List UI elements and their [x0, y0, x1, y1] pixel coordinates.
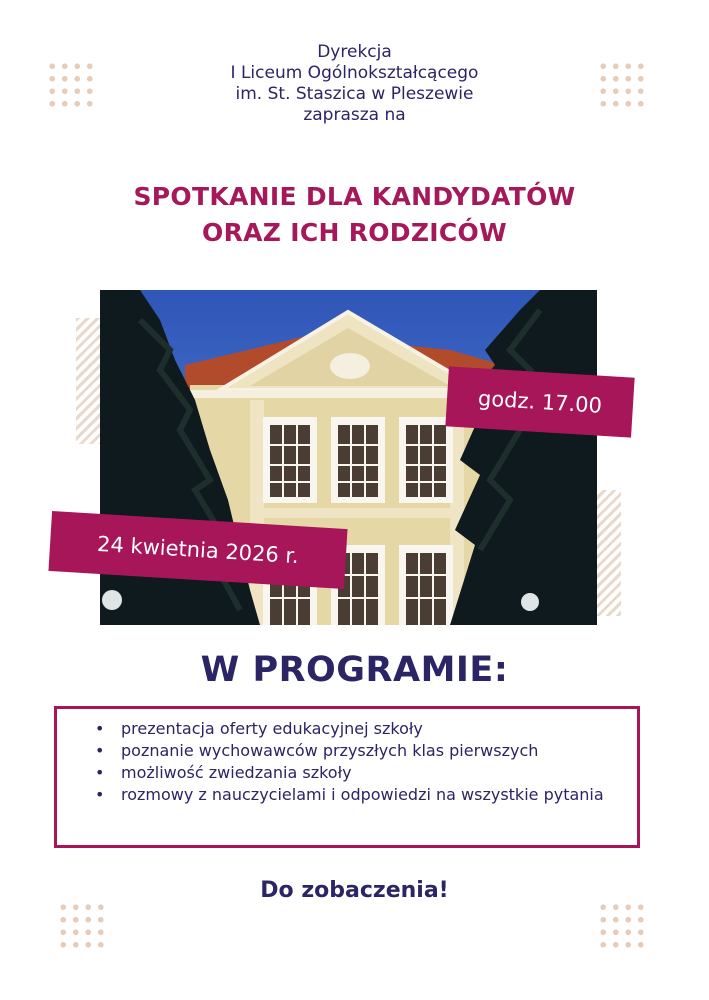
- program-list: [57, 709, 637, 806]
- event-title-line-2: ORAZ ICH RODZICÓW: [202, 218, 507, 247]
- invitation-line-4: zaprasza na: [303, 105, 406, 125]
- closing-text: Do zobaczenia!: [260, 878, 449, 903]
- program-item: • rozmowy z nauczycielami i odpowiedzi na wszystkie pytania: [95, 784, 617, 806]
- program-item: • prezentacja oferty edukacyjnej szkoły: [95, 718, 617, 740]
- invitation-line-1: Dyrekcja: [317, 42, 392, 62]
- invitation-line-3: im. St. Staszica w Pleszewie: [235, 84, 474, 104]
- event-time: godz. 17.00: [477, 386, 603, 418]
- invitation-line-2: I Liceum Ogólnokształcącego: [230, 63, 479, 83]
- program-item: • poznanie wychowawców przyszłych klas pierwszych: [95, 740, 617, 762]
- event-date: 24 kwietnia 2026 r.: [96, 531, 300, 569]
- event-title: [0, 179, 709, 251]
- program-box: [54, 706, 640, 848]
- event-time-tag: [445, 366, 634, 437]
- dot-grid-bottom-left: [57, 901, 107, 951]
- program-heading: W PROGRAMIE:: [200, 650, 509, 690]
- event-title-line-1: SPOTKANIE DLA KANDYDATÓW: [133, 182, 576, 211]
- program-item: • możliwość zwiedzania szkoły: [95, 762, 617, 784]
- dot-grid-bottom-right: [597, 901, 647, 951]
- invitation-text: [0, 42, 709, 126]
